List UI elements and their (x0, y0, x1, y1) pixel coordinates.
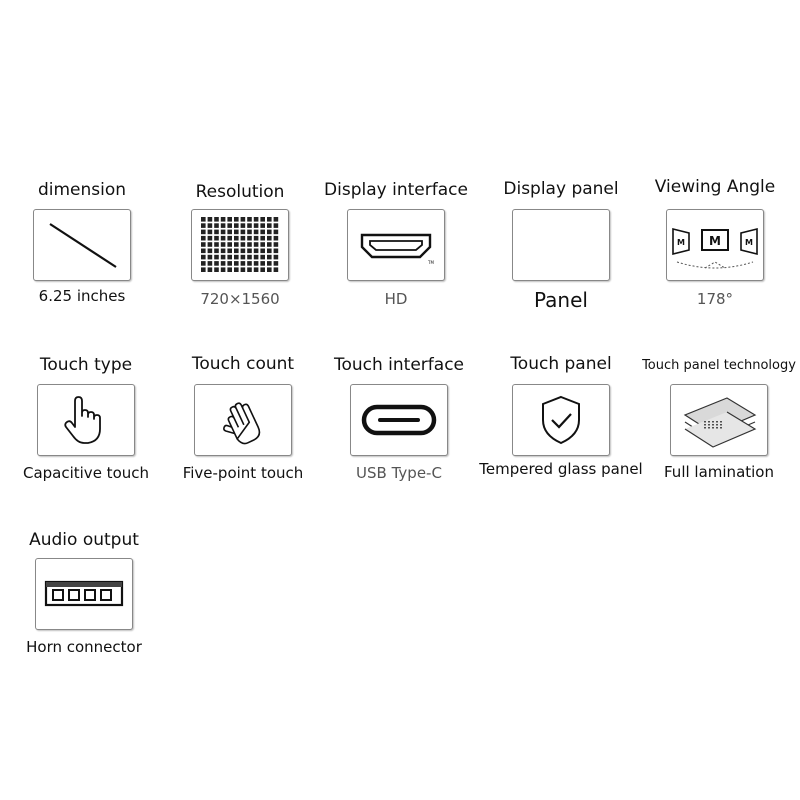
pixel-cell (201, 236, 206, 241)
pixel-cell (247, 249, 252, 254)
pixel-cell (247, 223, 252, 228)
connector-pin (69, 590, 79, 600)
pixel-cell (274, 267, 279, 272)
pixel-cell (260, 261, 265, 266)
pixel-cell (241, 267, 246, 272)
trademark-mark: TM (428, 260, 434, 265)
pixel-cell (260, 249, 265, 254)
pixel-cell (214, 255, 219, 260)
spec-caption: Five-point touch (182, 464, 304, 482)
spec-touch-panel-technology (634, 353, 800, 503)
connector-pin (101, 590, 111, 600)
spec-touch-type (1, 353, 171, 503)
pixel-cell (267, 230, 272, 235)
spec-touch-count (158, 353, 328, 503)
pixel-cell (241, 242, 246, 247)
pixel-cell (221, 236, 226, 241)
spec-title: Resolution (195, 182, 285, 202)
spec-caption: HD (384, 290, 408, 308)
pixel-cell (267, 242, 272, 247)
spec-resolution (155, 178, 325, 328)
panel-letter: M (677, 238, 685, 247)
pixel-cell (201, 242, 206, 247)
spec-title: Viewing Angle (654, 177, 776, 197)
pixel-cell (241, 230, 246, 235)
spec-caption: 720×1560 (200, 290, 280, 308)
spec-dimension (0, 178, 167, 328)
pixel-cell (241, 255, 246, 260)
pixel-cell (241, 217, 246, 222)
pixel-cell (241, 261, 246, 266)
pixel-cell (241, 236, 246, 241)
pixel-cell (208, 242, 213, 247)
hdmi-port-icon (348, 210, 444, 280)
spec-icon-box (670, 384, 768, 456)
pixel-cell (201, 261, 206, 266)
pixel-cell (201, 249, 206, 254)
pixel-cell (234, 236, 239, 241)
spec-icon-box (347, 209, 445, 281)
pixel-cell (208, 236, 213, 241)
pixel-cell (214, 230, 219, 235)
spec-title: Touch interface (333, 355, 464, 375)
pixel-cell (234, 261, 239, 266)
pixel-cell (201, 217, 206, 222)
connector-pin (53, 590, 63, 600)
pixel-cell (247, 267, 252, 272)
spec-touch-interface (314, 353, 484, 503)
pixel-cell (234, 223, 239, 228)
pixel-cell (254, 223, 259, 228)
pixel-cell (227, 242, 232, 247)
panel-letter: M (709, 234, 721, 248)
pixel-cell (208, 223, 213, 228)
pixel-cell (254, 249, 259, 254)
pixel-cell (274, 217, 279, 222)
pixel-grid-icon (192, 210, 288, 280)
pixel-cell (214, 242, 219, 247)
pixel-cell (221, 223, 226, 228)
pixel-cell (234, 267, 239, 272)
pixel-cell (234, 230, 239, 235)
pixel-cell (214, 267, 219, 272)
speaker-connector-icon (36, 559, 132, 629)
pixel-cell (254, 230, 259, 235)
panel-letter: M (745, 238, 753, 247)
spec-icon-box (191, 209, 289, 281)
spec-title: Display interface (324, 180, 468, 200)
pixel-cell (260, 217, 265, 222)
pixel-cell (221, 230, 226, 235)
spec-caption: Full lamination (664, 463, 774, 481)
pixel-cell (214, 223, 219, 228)
pixel-cell (227, 267, 232, 272)
pixel-cell (267, 236, 272, 241)
pixel-cell (227, 236, 232, 241)
spec-caption: 6.25 inches (38, 287, 126, 305)
pixel-cell (247, 261, 252, 266)
pixel-cell (227, 230, 232, 235)
pixel-cell (214, 236, 219, 241)
spec-display-panel (476, 178, 646, 328)
viewing-angle-icon (667, 210, 763, 280)
pixel-cell (241, 223, 246, 228)
pixel-cell (221, 255, 226, 260)
pixel-cell (274, 249, 279, 254)
pixel-cell (274, 230, 279, 235)
pixel-cell (274, 223, 279, 228)
spec-icon-box (37, 384, 135, 456)
pixel-cell (267, 217, 272, 222)
pixel-cell (254, 217, 259, 222)
spec-icon-box (35, 558, 133, 630)
spec-caption: Horn connector (26, 638, 142, 656)
connector-pin (85, 590, 95, 600)
pixel-cell (267, 261, 272, 266)
pixel-cell (260, 267, 265, 272)
blank-panel-icon (512, 209, 610, 281)
pixel-cell (241, 249, 246, 254)
usb-c-port-icon (351, 385, 447, 455)
spec-title: Touch count (191, 354, 295, 374)
pixel-cell (234, 255, 239, 260)
pixel-cell (234, 217, 239, 222)
spec-title: dimension (37, 180, 127, 200)
spec-title: Touch type (39, 355, 133, 375)
spec-display-interface (311, 178, 481, 328)
pixel-cell (254, 261, 259, 266)
pixel-cell (208, 217, 213, 222)
pixel-cell (260, 230, 265, 235)
pixel-cell (201, 255, 206, 260)
pixel-cell (247, 242, 252, 247)
pixel-cell (234, 242, 239, 247)
pixel-cell (274, 236, 279, 241)
pixel-cell (254, 255, 259, 260)
spec-caption: 178° (696, 290, 734, 308)
spec-icon-box (33, 209, 131, 281)
pixel-cell (201, 267, 206, 272)
pixel-cell (247, 255, 252, 260)
finger-touch-icon (38, 385, 134, 455)
pixel-cell (208, 267, 213, 272)
hand-icon (195, 385, 291, 455)
pixel-cell (274, 261, 279, 266)
lamination-layers-icon (671, 385, 767, 455)
pixel-cell (274, 255, 279, 260)
pixel-cell (221, 242, 226, 247)
pixel-cell (227, 223, 232, 228)
pixel-cell (267, 249, 272, 254)
pixel-cell (227, 261, 232, 266)
pixel-cell (254, 242, 259, 247)
spec-caption: Capacitive touch (22, 464, 150, 482)
pixel-cell (267, 267, 272, 272)
spec-icon-box (512, 384, 610, 456)
spec-icon-box (350, 384, 448, 456)
pixel-cell (260, 242, 265, 247)
pixel-cell (247, 217, 252, 222)
pixel-cell (274, 242, 279, 247)
pixel-cell (221, 217, 226, 222)
spec-title: Touch panel technology (642, 358, 796, 373)
spec-title: Display panel (503, 179, 619, 199)
connector-rail (46, 582, 122, 587)
pixel-cell (247, 230, 252, 235)
pixel-cell (214, 249, 219, 254)
pixel-cell (254, 267, 259, 272)
pixel-cell (201, 223, 206, 228)
spec-viewing-angle (630, 178, 800, 328)
spec-caption: Tempered glass panel (479, 460, 643, 478)
spec-caption: Panel (534, 288, 588, 312)
pixel-cell (267, 223, 272, 228)
diagonal-line-icon (34, 210, 130, 280)
spec-icon-box (666, 209, 764, 281)
pixel-cell (267, 255, 272, 260)
spec-touch-panel (476, 353, 646, 503)
pixel-cell (214, 261, 219, 266)
pixel-cell (234, 249, 239, 254)
pixel-cell (208, 249, 213, 254)
pixel-cell (247, 236, 252, 241)
pixel-cell (227, 255, 232, 260)
pixel-cell (254, 236, 259, 241)
pixel-cell (221, 249, 226, 254)
pixel-cell (214, 217, 219, 222)
pixel-cell (208, 230, 213, 235)
pixel-cell (208, 261, 213, 266)
pixel-cell (221, 267, 226, 272)
pixel-cell (208, 255, 213, 260)
pixel-cell (201, 230, 206, 235)
pixel-cell (227, 217, 232, 222)
spec-title: Audio output (29, 530, 139, 550)
spec-icon-box (194, 384, 292, 456)
pixel-cell (260, 223, 265, 228)
spec-audio-output (0, 528, 169, 678)
pixel-cell (260, 255, 265, 260)
spec-caption: USB Type-C (356, 464, 442, 482)
pixel-cell (227, 249, 232, 254)
spec-title: Touch panel (510, 354, 612, 374)
pixel-cell (260, 236, 265, 241)
shield-check-icon (513, 385, 609, 455)
pixel-cell (221, 261, 226, 266)
